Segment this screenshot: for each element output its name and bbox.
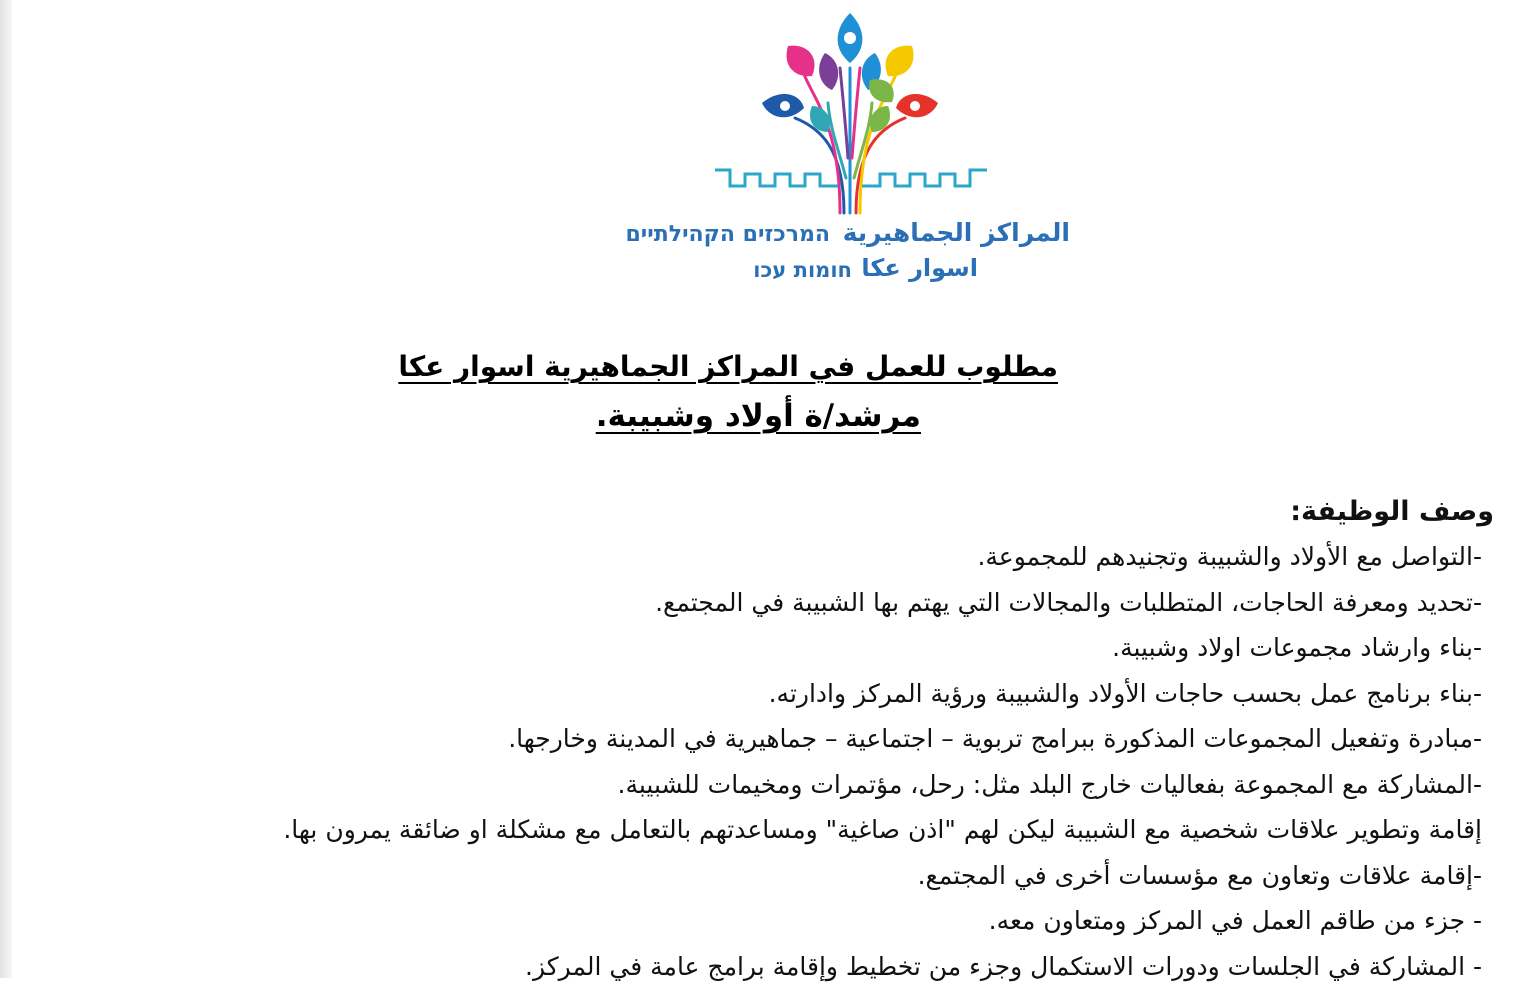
logo-hebrew-name: המרכזים הקהילתיים	[625, 222, 830, 247]
list-item: -بناء وارشاد مجموعات اولاد وشبيبة.	[54, 625, 1494, 671]
list-item: -التواصل مع الأولاد والشبيبة وتجنيدهم للمجموعة.	[54, 534, 1494, 580]
tree-wall-logo-icon	[700, 8, 1000, 223]
list-item: إقامة وتطوير علاقات شخصية مع الشبيبة ليكن لهم "اذن صاغية" ومساعدتهم بالتعامل مع مشكلة او ضائقة يمرون بها.	[54, 807, 1494, 853]
page-left-edge	[0, 0, 12, 978]
logo-arabic-name: المراكز الجماهيرية	[843, 218, 1070, 247]
job-description-list	[54, 534, 1494, 989]
logo-hebrew-city: חומות עכו	[753, 258, 852, 282]
list-item: -المشاركة مع المجموعة بفعاليات خارج البلد مثل: رحل، مؤتمرات ومخيمات للشبيبة.	[54, 762, 1494, 808]
job-posting-title: مطلوب للعمل في المراكز الجماهيرية اسوار عكا	[398, 350, 1058, 383]
job-position-title: مرشد/ة أولاد وشبيبة.	[596, 398, 921, 434]
list-item: -مبادرة وتفعيل المجموعات المذكورة ببرامج تربوية – اجتماعية – جماهيرية في المدينة وخارجها.	[54, 716, 1494, 762]
list-item: -بناء برنامج عمل بحسب حاجات الأولاد والشبيبة ورؤية المركز وادارته.	[54, 671, 1494, 717]
logo-arabic-city: اسوار عكا	[861, 254, 978, 282]
community-centers-logo	[600, 8, 1080, 298]
list-item: -إقامة علاقات وتعاون مع مؤسسات أخرى في المجتمع.	[54, 853, 1494, 899]
job-description	[54, 492, 1494, 989]
job-description-heading: وصف الوظيفة:	[54, 492, 1494, 534]
list-item: - جزء من طاقم العمل في المركز ومتعاون معه.	[54, 898, 1494, 944]
list-item: - المشاركة في الجلسات ودورات الاستكمال وجزء من تخطيط وإقامة برامج عامة في المركز.	[54, 944, 1494, 989]
list-item: -تحديد ومعرفة الحاجات، المتطلبات والمجالات التي يهتم بها الشبيبة في المجتمع.	[54, 580, 1494, 626]
